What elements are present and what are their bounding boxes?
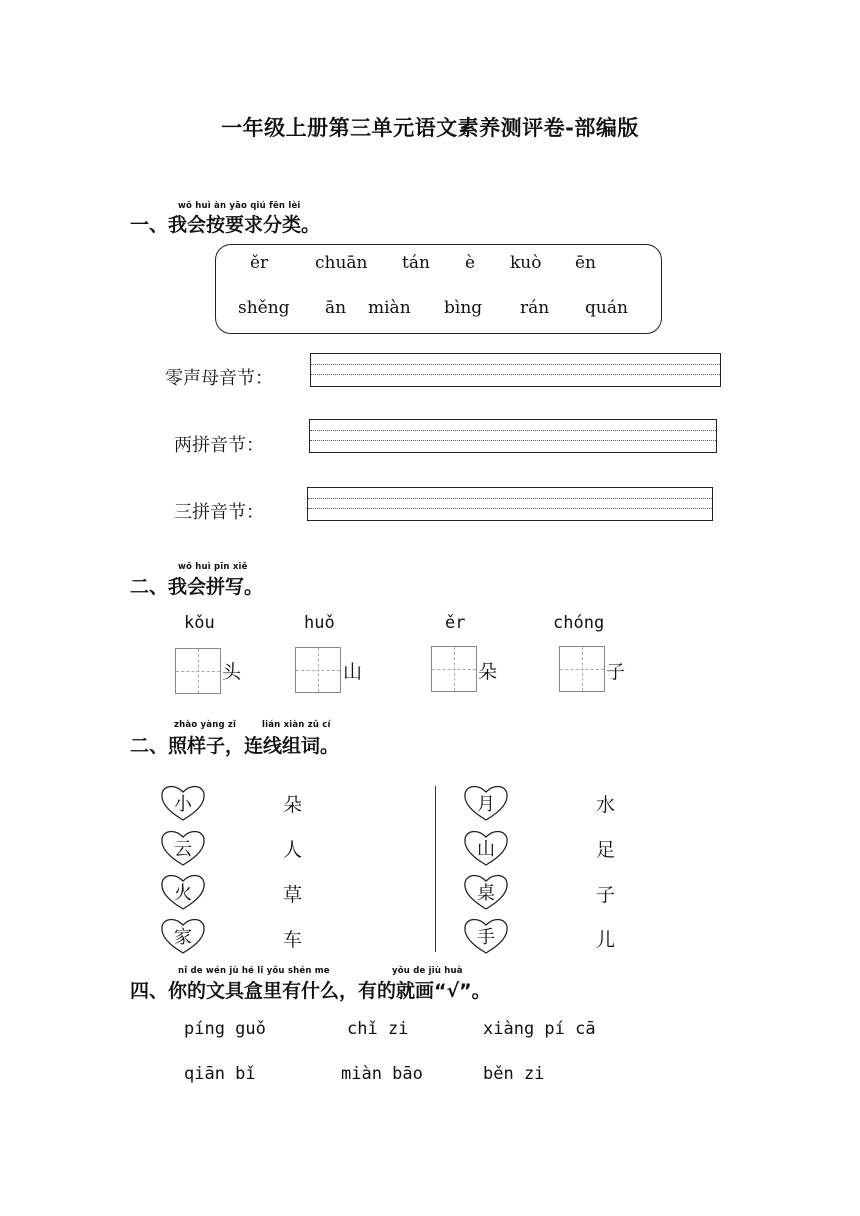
section1-heading: 一、我会按要求分类。 <box>130 214 321 236</box>
match-word[interactable]: 水 <box>596 794 616 816</box>
match-word[interactable]: 朵 <box>283 794 303 816</box>
writing-cell[interactable] <box>559 646 605 692</box>
stationery-item[interactable]: píng guǒ <box>184 1019 266 1039</box>
match-word[interactable]: 足 <box>596 839 616 861</box>
spell-pinyin: kǒu <box>184 613 215 633</box>
match-word[interactable]: 儿 <box>596 929 616 951</box>
pinyin-item: shěng <box>238 298 290 318</box>
spell-pinyin: huǒ <box>304 613 335 633</box>
pinyin-item: bìng <box>444 298 483 318</box>
section3-heading: 二、照样子，连线组词。 <box>130 735 340 757</box>
heart-char: 手 <box>477 927 495 948</box>
section3-ruby-a: zhào yàng zǐ <box>174 720 237 730</box>
match-word[interactable]: 草 <box>283 884 303 906</box>
pinyin-item: rán <box>520 298 550 318</box>
heart-char: 云 <box>174 839 192 860</box>
answer-lines-zero-initial[interactable] <box>310 353 721 387</box>
pinyin-item: ěr <box>250 253 269 273</box>
heart-shape[interactable] <box>160 872 206 912</box>
stationery-item[interactable]: qiān bǐ <box>184 1064 256 1084</box>
section4-ruby-b: yǒu de jiù huà <box>392 966 463 976</box>
heart-char: 山 <box>477 839 495 860</box>
page-title: 一年级上册第三单元语文素养测评卷-部编版 <box>221 116 639 140</box>
heart-shape[interactable] <box>160 828 206 868</box>
heart-shape[interactable] <box>463 916 509 956</box>
column-divider <box>435 786 436 952</box>
writing-cell[interactable] <box>431 646 477 692</box>
heart-shape[interactable] <box>463 828 509 868</box>
section3-ruby-b: lián xiàn zǔ cí <box>262 720 331 730</box>
spell-char: 朵 <box>478 661 498 683</box>
heart-char: 火 <box>174 883 192 904</box>
pinyin-item: quán <box>585 298 628 318</box>
section2-ruby: wǒ huì pīn xiě <box>178 562 248 572</box>
pinyin-item: ān <box>325 298 347 318</box>
heart-shape[interactable] <box>160 916 206 956</box>
pinyin-item: chuān <box>315 253 368 273</box>
spell-pinyin: chóng <box>553 613 605 633</box>
match-word[interactable]: 人 <box>283 839 303 861</box>
pinyin-item: kuò <box>510 253 542 273</box>
heart-shape[interactable] <box>463 783 509 823</box>
heart-char: 月 <box>477 794 495 815</box>
pinyin-item: miàn <box>368 298 411 318</box>
spell-char: 头 <box>222 661 242 683</box>
match-word[interactable]: 车 <box>283 929 303 951</box>
section1-ruby: wǒ huì àn yāo qiú fēn lèi <box>178 201 301 211</box>
pinyin-item: è <box>465 253 476 273</box>
label-two-part: 两拼音节： <box>174 435 264 456</box>
spell-pinyin: ěr <box>445 613 466 633</box>
section4-heading: 四、你的文具盒里有什么，有的就画“√”。 <box>130 980 491 1002</box>
pinyin-item: ēn <box>575 253 597 273</box>
heart-shape[interactable] <box>463 872 509 912</box>
spell-char: 子 <box>606 661 626 683</box>
answer-lines-three-part[interactable] <box>307 487 713 521</box>
label-three-part: 三拼音节： <box>174 502 264 523</box>
label-zero-initial: 零声母音节： <box>165 368 273 389</box>
pinyin-item: tán <box>402 253 430 273</box>
stationery-item[interactable]: chǐ zi <box>347 1019 409 1039</box>
match-word[interactable]: 子 <box>596 884 616 906</box>
spell-char: 山 <box>343 661 363 683</box>
heart-shape[interactable] <box>160 783 206 823</box>
section4-ruby-a: nǐ de wén jù hé lǐ yǒu shén me <box>178 966 330 976</box>
stationery-item[interactable]: miàn bāo <box>341 1064 423 1084</box>
writing-cell[interactable] <box>175 648 221 694</box>
heart-char: 桌 <box>477 883 495 904</box>
heart-char: 小 <box>174 794 192 815</box>
writing-cell[interactable] <box>295 647 341 693</box>
answer-lines-two-part[interactable] <box>309 419 717 453</box>
section2-heading: 二、我会拼写。 <box>130 576 264 598</box>
stationery-item[interactable]: xiàng pí cā <box>483 1019 596 1039</box>
heart-char: 家 <box>174 927 192 948</box>
stationery-item[interactable]: běn zi <box>483 1064 545 1084</box>
